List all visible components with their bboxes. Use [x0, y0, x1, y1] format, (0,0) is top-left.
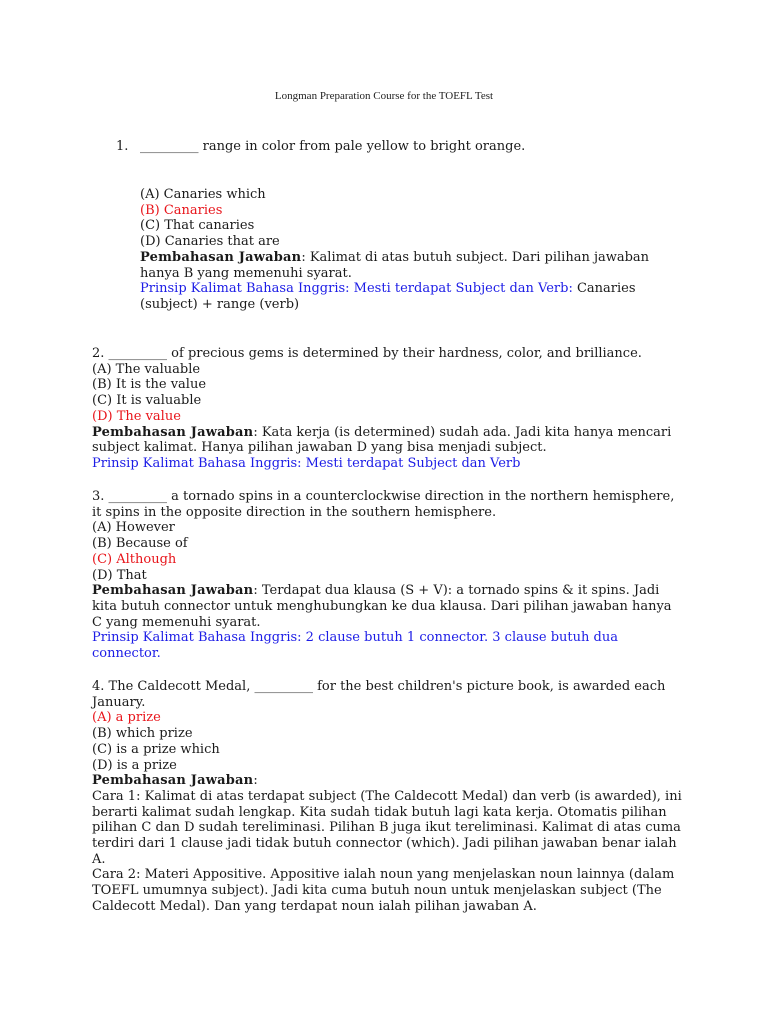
q2-option-a: (A) The valuable: [92, 361, 201, 377]
q1-principle-text: Canaries (subject) + range (verb): [140, 281, 636, 312]
q3-explanation: [92, 583, 682, 630]
q1-principle: [140, 281, 680, 312]
q1-explanation: [140, 250, 680, 281]
q2-option-b: (B) It is the value: [92, 377, 207, 393]
q1-question: _________ range in color from pale yellow to bright orange.: [140, 139, 526, 154]
q4-explanation-label: Pembahasan Jawaban: [92, 773, 254, 789]
q3-block: [92, 489, 682, 662]
q1-block: [140, 187, 680, 313]
q4-way-2: Cara 2: Materi Appositive. Appositive ialah noun yang menjelaskan noun lainnya (dalam TOEFL umumnya subject). Jadi kita cuma butuh noun untuk menjelaskan subject (The Caldecott Medal). Dan yang terdapat noun ialah pilihan jawaban A.: [92, 867, 675, 914]
q1-option-b-correct: (B) Canaries: [140, 202, 223, 218]
q3-option-a: (A) However: [92, 520, 175, 536]
q2-explanation-label: Pembahasan Jawaban: [92, 424, 254, 440]
document-title: Longman Preparation Course for the TOEFL Test: [274, 90, 494, 102]
q3-principle: Prinsip Kalimat Bahasa Inggris: 2 clause butuh 1 connector. 3 clause butuh dua connector.: [92, 630, 618, 662]
q4-option-c: (C) is a prize which: [92, 741, 220, 757]
q4-block: [92, 679, 682, 915]
q4-explanation-colon: :: [253, 773, 258, 789]
q2-block: [92, 346, 682, 472]
q1-option-d: (D) Canaries that are: [140, 234, 280, 250]
q4-explanation-heading: [92, 773, 682, 789]
q4-way-1: Cara 1: Kalimat di atas terdapat subject (The Caldecott Medal) dan verb (is awarded), ini berarti kalimat sudah lengkap. Kita sudah tidak butuh lagi kata kerja. Otomatis pilihan pilihan C dan D sudah tereliminasi. Pilihan B juga ikut tereliminasi. Kalimat di atas cuma terdiri dari 1 clause jadi tidak butuh connector (which). Jadi pilihan jawaban benar ialah A.: [92, 788, 682, 867]
q3-option-b: (B) Because of: [92, 536, 188, 552]
q2-explanation: [92, 425, 682, 456]
q3-question: 3. _________ a tornado spins in a counterclockwise direction in the northern hemisphere, it spins in the opposite direction in the southern hemisphere.: [92, 489, 675, 520]
q1-principle-label: Prinsip Kalimat Bahasa Inggris: Mesti terdapat Subject dan Verb:: [140, 281, 573, 297]
q4-option-d: (D) is a prize: [92, 757, 177, 773]
q2-explanation-text: : Kata kerja (is determined) sudah ada. Jadi kita hanya mencari subject kalimat. Hanya pilihan jawaban D yang bisa menjadi subject.: [92, 424, 672, 456]
q3-explanation-label: Pembahasan Jawaban: [92, 583, 254, 599]
q1-explanation-text: : Kalimat di atas butuh subject. Dari pilihan jawaban hanya B yang memenuhi syarat.: [140, 249, 650, 281]
q2-option-c: (C) It is valuable: [92, 393, 202, 409]
q2-question: 2. _________ of precious gems is determined by their hardness, color, and brilliance.: [92, 346, 642, 361]
q3-option-d: (D) That: [92, 567, 147, 583]
q1-option-c: (C) That canaries: [140, 218, 255, 234]
q1-number: 1.: [116, 139, 129, 154]
q3-option-c-correct: (C) Although: [92, 551, 177, 567]
q4-option-b: (B) which prize: [92, 726, 193, 742]
q1-option-a: (A) Canaries which: [140, 187, 266, 202]
q2-principle: Prinsip Kalimat Bahasa Inggris: Mesti terdapat Subject dan Verb: [92, 455, 521, 471]
q4-option-a-correct: (A) a prize: [92, 710, 161, 726]
q2-option-d-correct: (D) The value: [92, 408, 181, 424]
q1-explanation-label: Pembahasan Jawaban: [140, 249, 302, 265]
q4-question: 4. The Caldecott Medal, _________ for the best children's picture book, is awarded each January.: [92, 679, 666, 710]
q3-explanation-text: : Terdapat dua klausa (S + V): a tornado spins & it spins. Jadi kita butuh connector untuk menghubungkan ke dua klausa. Dari pilihan jawaban hanya C yang memenuhi syarat.: [92, 583, 672, 630]
